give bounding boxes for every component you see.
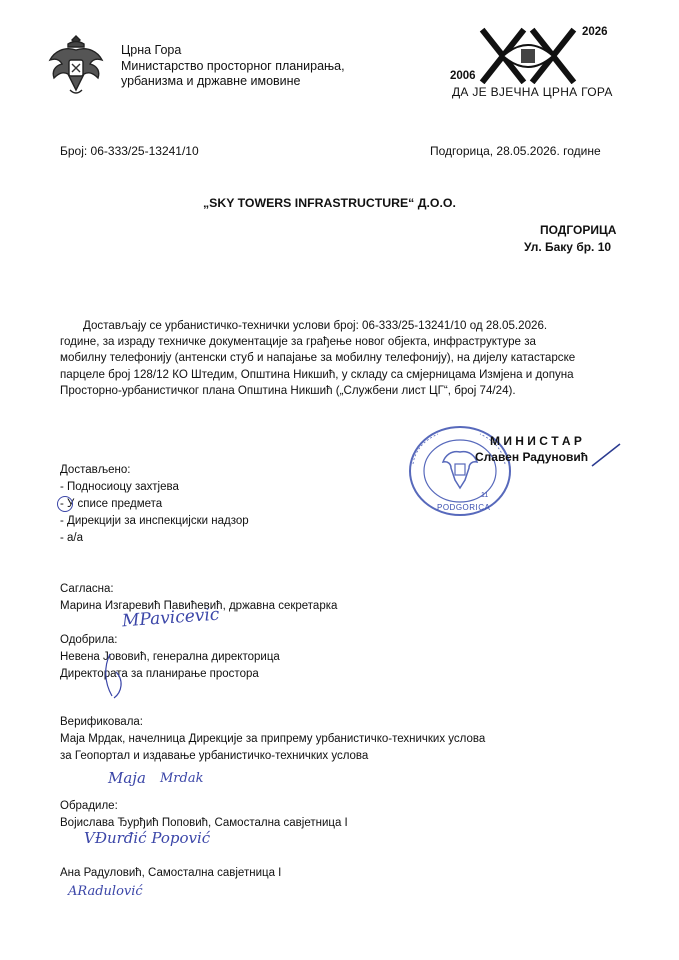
verified-label: Верификовала: bbox=[60, 716, 144, 728]
body-line-4: парцеле број 128/12 КО Штедим, Општина Никшић, у складу са смјерницама Измјена и допуна bbox=[60, 367, 574, 381]
document-date: Подгорица, 28.05.2026. године bbox=[430, 144, 601, 158]
approved-signature bbox=[100, 652, 130, 705]
stamp-number: 11 bbox=[481, 492, 489, 499]
verified-signature-1: Maja bbox=[108, 769, 146, 787]
approved-label: Одобрила: bbox=[60, 634, 118, 646]
delivered-section bbox=[60, 463, 249, 545]
approved-person: Невена Јововић, генерална директорица bbox=[60, 651, 280, 663]
prepared-signature-1: VĐurđić Popović bbox=[84, 829, 211, 847]
country-name: Црна Гора bbox=[121, 43, 182, 57]
verified-signature-2: Mrdak bbox=[160, 771, 204, 786]
year-left: 2006 bbox=[450, 70, 476, 82]
delivered-item: - Дирекцији за инспекцијски надзор bbox=[60, 515, 249, 527]
recipient-street: Ул. Баку бр. 10 bbox=[524, 240, 612, 254]
agreed-label: Сагласна: bbox=[60, 583, 114, 595]
circled-mark bbox=[57, 496, 73, 512]
ministry-name-line1: Министарство просторног планирања, bbox=[121, 58, 345, 73]
body-line-2: године, за израду техничке документације за грађење новог објекта, инфраструктуре за bbox=[60, 335, 536, 349]
ministry-header bbox=[121, 43, 345, 90]
body-paragraph bbox=[60, 318, 608, 399]
agreed-signature: MPavicevic bbox=[121, 604, 220, 632]
verified-person: Маја Мрдак, начелница Дирекције за припрему урбанистичко-техничких услова bbox=[60, 733, 486, 745]
year-right: 2026 bbox=[582, 26, 608, 38]
approved-unit: Директората за планирање простора bbox=[60, 668, 259, 680]
body-line-5: Просторно-урбанистичког плана Општина Никшић („Службени лист ЦГ“, број 74/24). bbox=[60, 383, 516, 397]
body-line-3: мобилну телефонију (антенски стуб и напајање за мобилну телефонију), на дијелу катастарске bbox=[60, 351, 576, 365]
minister-title: М И Н И С Т А Р bbox=[490, 434, 582, 448]
recipient-city: ПОДГОРИЦА bbox=[540, 223, 617, 237]
prepared-label: Обрадиле: bbox=[60, 800, 118, 812]
delivered-item: - Подносиоцу захтјева bbox=[60, 481, 179, 493]
delivered-item: - У списе предмета bbox=[60, 498, 163, 510]
ministry-name-line2: урбанизма и државне имовине bbox=[121, 74, 301, 88]
minister-name: Славен Радуновић bbox=[475, 450, 589, 464]
reference-number: Број: 06-333/25-13241/10 bbox=[60, 144, 199, 158]
verified-unit: за Геопортал и издавање урбанистичко-техничких услова bbox=[60, 750, 369, 762]
prepared-person-2: Ана Радуловић, Самостална савјетница I bbox=[60, 867, 282, 879]
agreed-person: Марина Изгаревић Павићевић, државна секретарка bbox=[60, 600, 338, 612]
minister-signature-stroke bbox=[590, 440, 630, 475]
jubilee-logo bbox=[446, 22, 616, 104]
body-line-1: Достављају се урбанистичко-технички услови број: 06-333/25-13241/10 од 28.05.2026. bbox=[83, 319, 548, 332]
stamp-city: PODGORICA bbox=[437, 503, 491, 512]
prepared-signature-2: ARadulović bbox=[68, 884, 143, 899]
delivered-title: Достављено: bbox=[60, 464, 131, 476]
prepared-person-1: Војислава Ђурђић Поповић, Самостална савјетница I bbox=[60, 817, 348, 829]
jubilee-motto: ДА ЈЕ ВЈЕЧНА ЦРНА ГОРА bbox=[452, 85, 613, 99]
coat-of-arms-logo bbox=[46, 30, 106, 98]
recipient-company: „SKY TOWERS INFRASTRUCTURE“ Д.О.О. bbox=[203, 196, 456, 210]
delivered-item: - а/а bbox=[60, 532, 84, 544]
